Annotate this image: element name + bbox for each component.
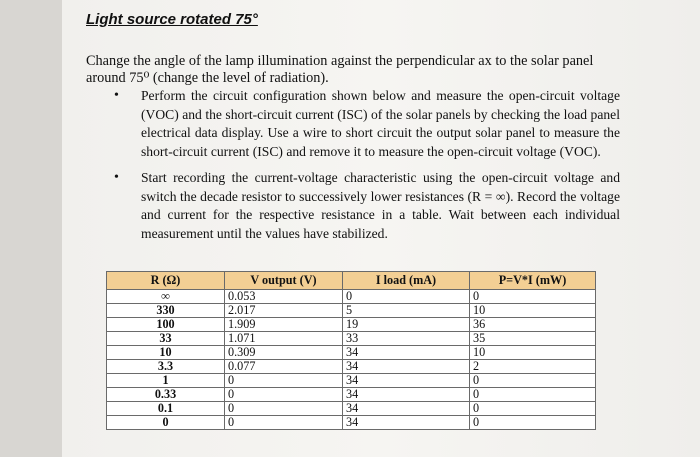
cell-power: 10 <box>470 304 596 318</box>
cell-resistance: 1 <box>107 374 225 388</box>
table-row <box>107 374 596 388</box>
instruction-text: Perform the circuit configuration shown below and measure the open-circuit voltage (VOC) and the short-circuit current (ISC) of the solar panels by checking the load panel electrical data display. Use a wire to short circuit the output solar panel to measure the short-circuit current (ISC) and remove it to measure the open-circuit voltage (VOC). <box>141 88 620 159</box>
cell-voltage: 0 <box>225 416 343 430</box>
instruction-list <box>110 87 620 251</box>
column-header-resistance: R (Ω) <box>107 272 225 290</box>
cell-current: 34 <box>343 388 470 402</box>
cell-resistance: 10 <box>107 346 225 360</box>
instruction-item <box>110 169 620 243</box>
cell-voltage: 2.017 <box>225 304 343 318</box>
cell-voltage: 0.077 <box>225 360 343 374</box>
cell-power: 0 <box>470 374 596 388</box>
cell-resistance: 33 <box>107 332 225 346</box>
cell-voltage: 0 <box>225 374 343 388</box>
cell-current: 0 <box>343 290 470 304</box>
cell-current: 19 <box>343 318 470 332</box>
table-row <box>107 360 596 374</box>
cell-resistance: ∞ <box>107 290 225 304</box>
cell-current: 33 <box>343 332 470 346</box>
table-row <box>107 416 596 430</box>
table-row <box>107 346 596 360</box>
cell-resistance: 0.1 <box>107 402 225 416</box>
cell-current: 34 <box>343 374 470 388</box>
table-row <box>107 402 596 416</box>
bullet-icon: • <box>114 170 119 185</box>
cell-resistance: 0.33 <box>107 388 225 402</box>
cell-power: 0 <box>470 402 596 416</box>
cell-voltage: 0.053 <box>225 290 343 304</box>
cell-current: 34 <box>343 416 470 430</box>
column-header-voltage: V output (V) <box>225 272 343 290</box>
bullet-icon: • <box>114 88 119 103</box>
table-row <box>107 304 596 318</box>
table-row <box>107 290 596 304</box>
table-row <box>107 318 596 332</box>
cell-resistance: 330 <box>107 304 225 318</box>
cell-power: 0 <box>470 290 596 304</box>
column-header-current: I load (mA) <box>343 272 470 290</box>
table-row <box>107 332 596 346</box>
cell-current: 34 <box>343 360 470 374</box>
section-title: Light source rotated 75° <box>86 11 258 28</box>
cell-power: 36 <box>470 318 596 332</box>
cell-current: 34 <box>343 346 470 360</box>
cell-current: 5 <box>343 304 470 318</box>
cell-power: 2 <box>470 360 596 374</box>
cell-voltage: 1.909 <box>225 318 343 332</box>
cell-power: 10 <box>470 346 596 360</box>
cell-voltage: 0 <box>225 402 343 416</box>
cell-resistance: 100 <box>107 318 225 332</box>
instruction-text: Start recording the current-voltage characteristic using the open-circuit voltage and switch the decade resistor to successively lower resistances (R = ∞). Record the voltage and current for the respective resistance in a table. Wait between each individual measurement until the values have stabilized. <box>141 170 620 241</box>
intro-paragraph: Change the angle of the lamp illumination against the perpendicular ax to the solar panel around 75⁰ (change the level of radiation). <box>86 53 594 86</box>
table-header-row <box>107 272 596 290</box>
cell-voltage: 0 <box>225 388 343 402</box>
measurement-table <box>106 271 596 430</box>
cell-power: 35 <box>470 332 596 346</box>
cell-resistance: 0 <box>107 416 225 430</box>
table-row <box>107 388 596 402</box>
cell-voltage: 1.071 <box>225 332 343 346</box>
cell-current: 34 <box>343 402 470 416</box>
cell-resistance: 3.3 <box>107 360 225 374</box>
cell-power: 0 <box>470 388 596 402</box>
table-body <box>107 290 596 430</box>
cell-power: 0 <box>470 416 596 430</box>
column-header-power: P=V*I (mW) <box>470 272 596 290</box>
cell-voltage: 0.309 <box>225 346 343 360</box>
instruction-item <box>110 87 620 161</box>
